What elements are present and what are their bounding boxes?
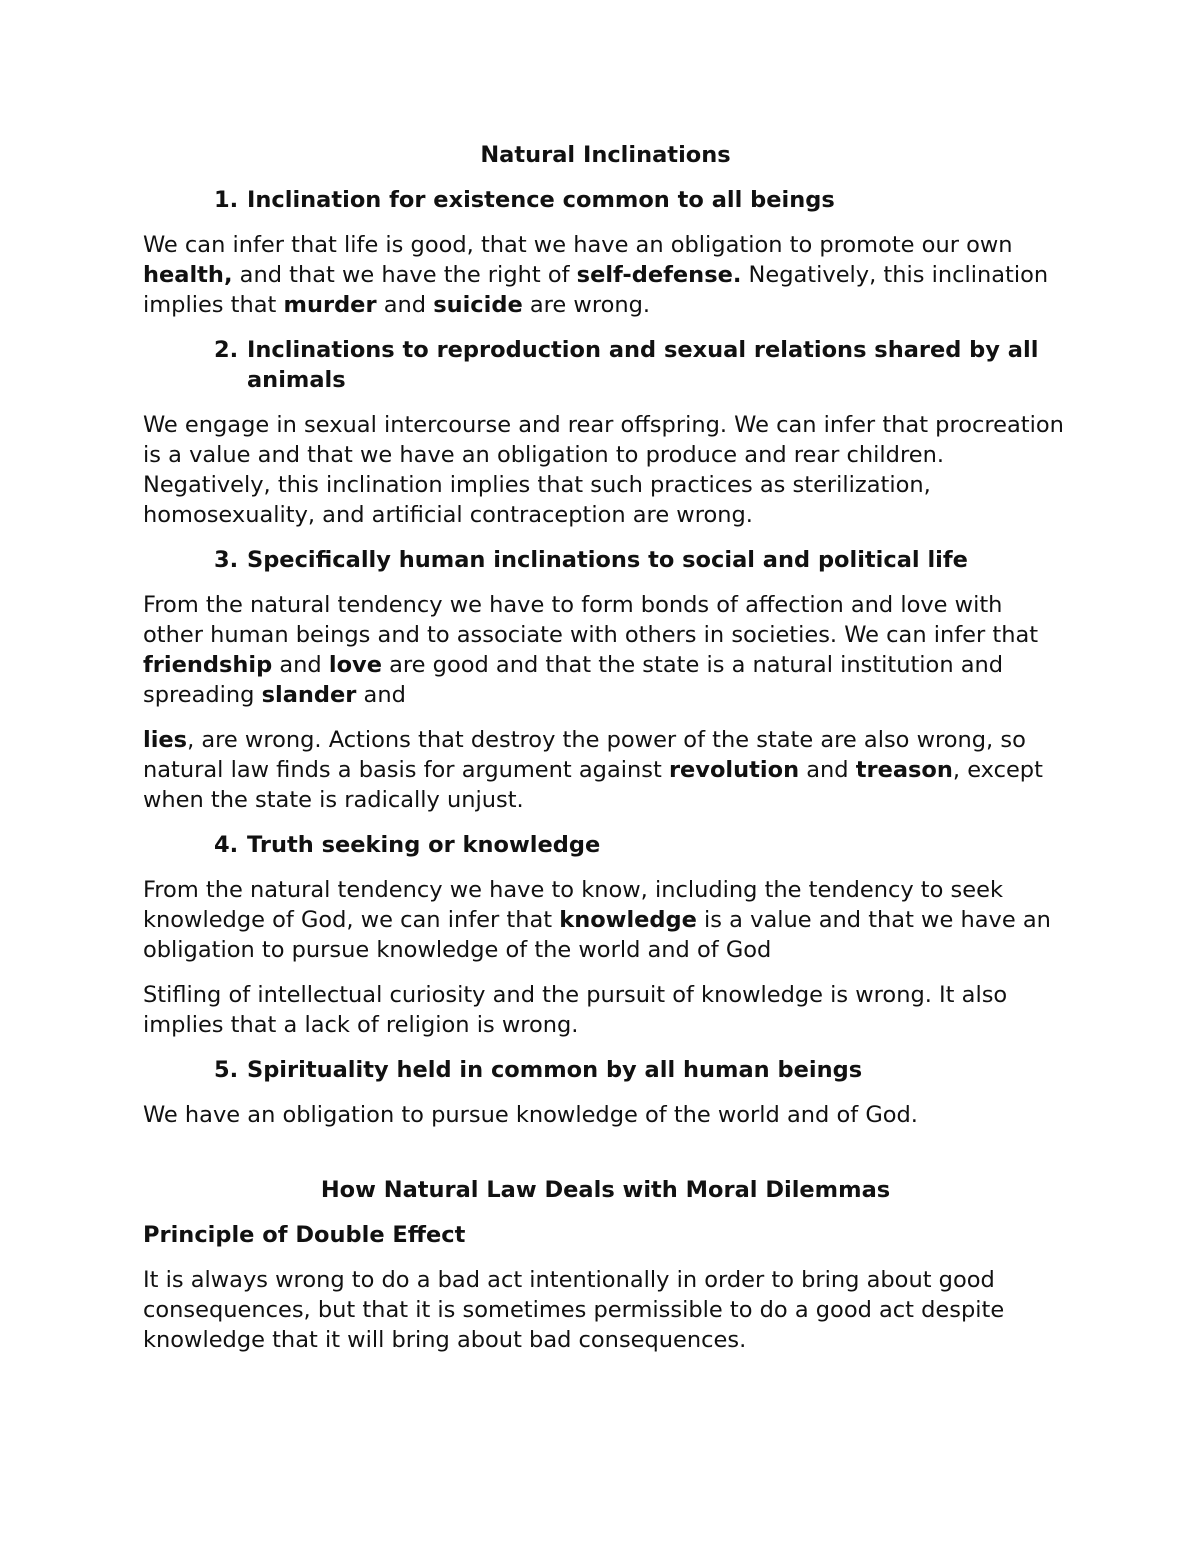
item-number: 2. — [214, 337, 239, 363]
text-run: and — [376, 292, 434, 318]
bold-term: love — [328, 652, 382, 678]
text-run: and that we have the right of — [232, 262, 577, 288]
item-heading-text: Inclinations to reproduction and sexual relations shared by all animals — [247, 337, 1039, 393]
bold-term: slander — [261, 682, 357, 708]
principle-paragraph: It is always wrong to do a bad act intentionally in order to bring about good consequences, but that it is sometimes permissible to do a good act despite knowledge that it will bring about bad consequences. — [143, 1267, 1005, 1353]
section-title: How Natural Law Deals with Moral Dilemmas — [320, 1177, 891, 1203]
bold-term: self-defense. — [576, 262, 742, 288]
item-heading-4 — [143, 830, 1068, 860]
item-heading-text: Specifically human inclinations to social and political life — [247, 547, 968, 573]
bold-term: revolution — [668, 757, 800, 783]
text-run: and — [272, 652, 329, 678]
bold-term: knowledge — [559, 907, 697, 933]
item-paragraph — [143, 230, 1068, 320]
text-run: We have an obligation to pursue knowledge of the world and of God. — [143, 1102, 918, 1128]
item-heading-2 — [143, 335, 1068, 395]
item-paragraph — [143, 590, 1068, 710]
bold-term: friendship — [143, 652, 273, 678]
item-heading-text: Inclination for existence common to all beings — [247, 187, 835, 213]
text-run: We engage in sexual intercourse and rear offspring. We can infer that procreation is a value and that we have an obligation to produce and rear children. Negatively, this inclination implies that such practices as sterilization, homosexuality, and artificial contraception are wrong. — [143, 412, 1064, 528]
item-number: 1. — [214, 187, 239, 213]
text-run: are wrong. — [522, 292, 651, 318]
item-number: 4. — [214, 832, 239, 858]
text-run: From the natural tendency we have to form bonds of affection and love with other human beings and to associate with others in societies. We can infer that — [143, 592, 1039, 648]
item-heading-1 — [143, 185, 1068, 215]
document-title: Natural Inclinations — [480, 142, 731, 168]
text-run: is a value and that we have an obligation to pursue knowledge of the world and of God — [143, 907, 1051, 963]
text-run: Stifling of intellectual curiosity and the pursuit of knowledge is wrong. It also implies that a lack of religion is wrong. — [143, 982, 1008, 1038]
text-run: , are wrong. Actions that destroy the power of the state are also wrong, so natural law finds a basis for argument against — [143, 727, 1026, 783]
text-run: and — [356, 682, 406, 708]
bold-term: health, — [143, 262, 233, 288]
text-run: Negatively, this inclination implies that — [143, 262, 1049, 318]
principle-heading: Principle of Double Effect — [143, 1222, 466, 1248]
bold-term: suicide — [433, 292, 523, 318]
item-paragraph — [143, 725, 1068, 815]
bold-term: treason — [855, 757, 953, 783]
item-number: 5. — [214, 1057, 239, 1083]
item-paragraph — [143, 410, 1068, 530]
text-run: are good and that the state is a natural institution and spreading — [143, 652, 1004, 708]
bold-term: murder — [283, 292, 377, 318]
item-number: 3. — [214, 547, 239, 573]
item-paragraph — [143, 875, 1068, 965]
item-heading-text: Truth seeking or knowledge — [247, 832, 601, 858]
text-run: We can infer that life is good, that we have an obligation to promote our own — [143, 232, 1013, 258]
item-paragraph — [143, 1100, 1068, 1130]
item-paragraph — [143, 980, 1068, 1040]
blank-line — [143, 1145, 1068, 1175]
item-heading-5 — [143, 1055, 1068, 1085]
text-run: From the natural tendency we have to know, including the tendency to seek knowledge of God, we can infer that — [143, 877, 1003, 933]
text-run: and — [799, 757, 856, 783]
document-page — [143, 140, 1068, 1370]
item-heading-3 — [143, 545, 1068, 575]
item-heading-text: Spirituality held in common by all human beings — [247, 1057, 863, 1083]
bold-term: lies — [143, 727, 188, 753]
text-run: , except when the state is radically unjust. — [143, 757, 1043, 813]
